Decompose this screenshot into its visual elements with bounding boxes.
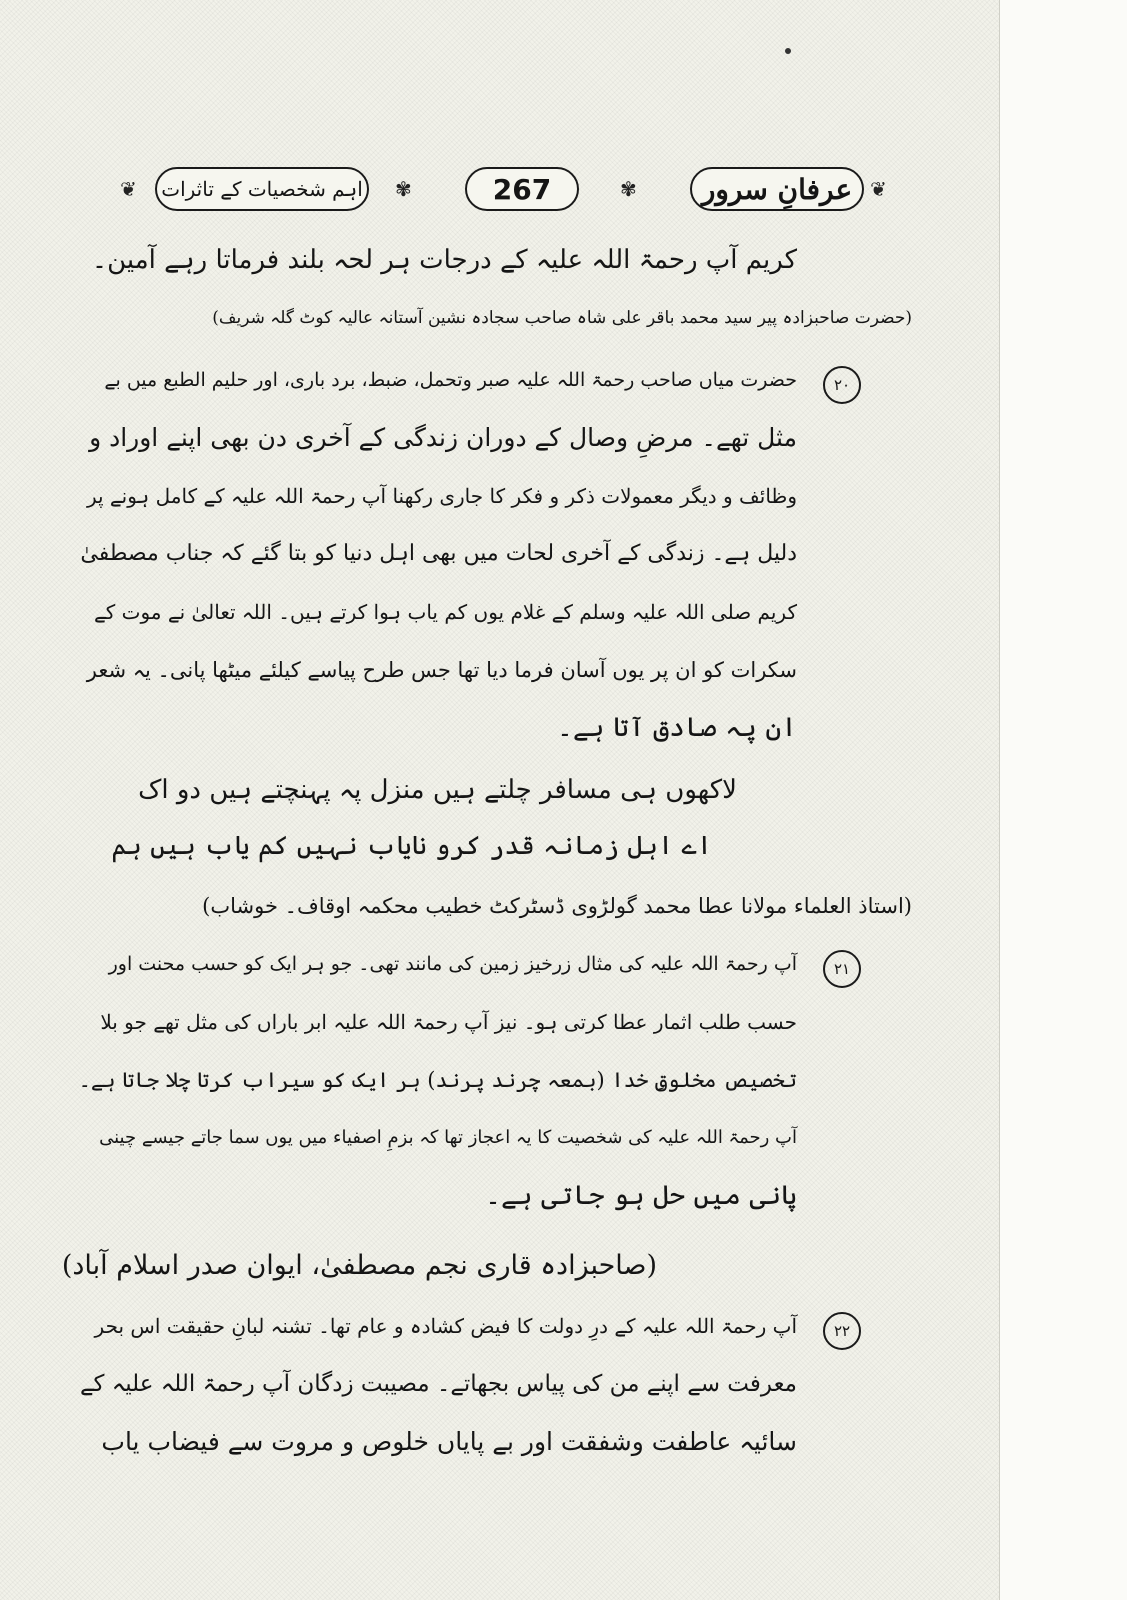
text-line: آپ رحمۃ اللہ علیہ کے درِ دولت کا فیض کشادہ و عام تھا۔ تشنہ لبانِ حقیقت اس بحر: [94, 1314, 797, 1338]
scan-dot: [785, 48, 791, 54]
text-line: حسب طلب اثمار عطا کرتی ہو۔ نیز آپ رحمۃ اللہ علیہ ابر باراں کی مثل تھے جو بلا: [100, 1010, 797, 1034]
text-line: سائیہ عاطفت وشفقت اور بے پایاں خلوص و مروت سے فیضاب یاب: [101, 1427, 797, 1456]
book-title: عرفانِ سرور: [690, 167, 864, 211]
text-line: تخصیص مخلوقِ خدا (بمعہ چرند پرند) ہر ایک کو سیراب کرتا چلا جاتا ہے۔: [78, 1068, 797, 1092]
text-line: معرفت سے اپنے من کی پیاس بجھاتے۔ مصیبت زدگان آپ رحمۃ اللہ علیہ کے: [79, 1371, 797, 1397]
text-line: کریم صلی اللہ علیہ وسلم کے غلام یوں کم یاب ہوا کرتے ہیں۔ اللہ تعالیٰ نے موت کے: [94, 600, 797, 624]
item-number: ۲۲: [823, 1312, 861, 1350]
attribution: (حضرت صاحبزادہ پیر سید محمد باقر علی شاہ صاحب سجادہ نشین آستانہ عالیہ کوٹ گلہ شریف): [212, 308, 912, 328]
text-line: ان پہ صادق آتا ہے۔: [557, 712, 797, 743]
ornament-mid-left-icon: ✾: [395, 177, 412, 201]
item-number: ۲۱: [823, 950, 861, 988]
poem-verse: اے اہل زمانہ قدر کرو نایاب نہیں کم یاب ہیں ہم: [111, 831, 712, 861]
text-line: آپ رحمۃ اللہ علیہ کی شخصیت کا یہ اعجاز تھا کہ بزمِ اصفیاء میں یوں سما جاتے جیسے چینی: [99, 1127, 797, 1148]
attribution: (صاحبزادہ قاری نجم مصطفیٰ، ایوان صدر اسلام آباد): [61, 1250, 657, 1281]
attribution: (استاذ العلماء مولانا عطا محمد گولڑوی ڈسٹرکٹ خطیب محکمہ اوقاف۔ خوشاب): [202, 894, 912, 918]
page-header: [120, 155, 890, 223]
text-line: وظائف و دیگر معمولات ذکر و فکر کا جاری رکھنا آپ رحمۃ اللہ علیہ کے کامل ہونے پر: [86, 484, 797, 508]
section-title: اہم شخصیات کے تاثرات: [155, 167, 369, 211]
text-line: دلیل ہے۔ زندگی کے آخری لحات میں بھی اہل دنیا کو بتا گئے کہ جناب مصطفیٰ: [80, 541, 797, 566]
page-number: 267: [465, 167, 579, 211]
text-line: مثل تھے۔ مرضِ وصال کے دوران زندگی کے آخری دن بھی اپنے اوراد و: [89, 423, 797, 452]
text-line: حضرت میاں صاحب رحمۃ اللہ علیہ صبر وتحمل، ضبط، برد باری، اور حلیم الطبع میں بے: [104, 369, 797, 391]
poem-verse: لاکھوں ہی مسافر چلتے ہیں منزل پہ پہنچتے ہیں دو اک: [138, 775, 737, 805]
page-margin: [1000, 0, 1127, 1600]
ornament-right-icon: ❦: [870, 177, 887, 201]
text-line: کریم آپ رحمۃ اللہ علیہ کے درجات ہر لحہ بلند فرماتا رہے آمین۔: [91, 245, 797, 275]
item-number: ۲۰: [823, 366, 861, 404]
ornament-mid-right-icon: ✾: [620, 177, 637, 201]
text-line: سکرات کو ان پر یوں آسان فرما دیا تھا جس طرح پیاسے کیلئے میٹھا پانی۔ یہ شعر: [86, 658, 797, 682]
ornament-left-icon: ❦: [120, 177, 137, 201]
text-line: پانی میں حل ہو جاتی ہے۔: [485, 1180, 797, 1211]
text-line: آپ رحمۃ اللہ علیہ کی مثال زرخیز زمین کی مانند تھی۔ جو ہر ایک کو حسب محنت اور: [108, 953, 797, 975]
